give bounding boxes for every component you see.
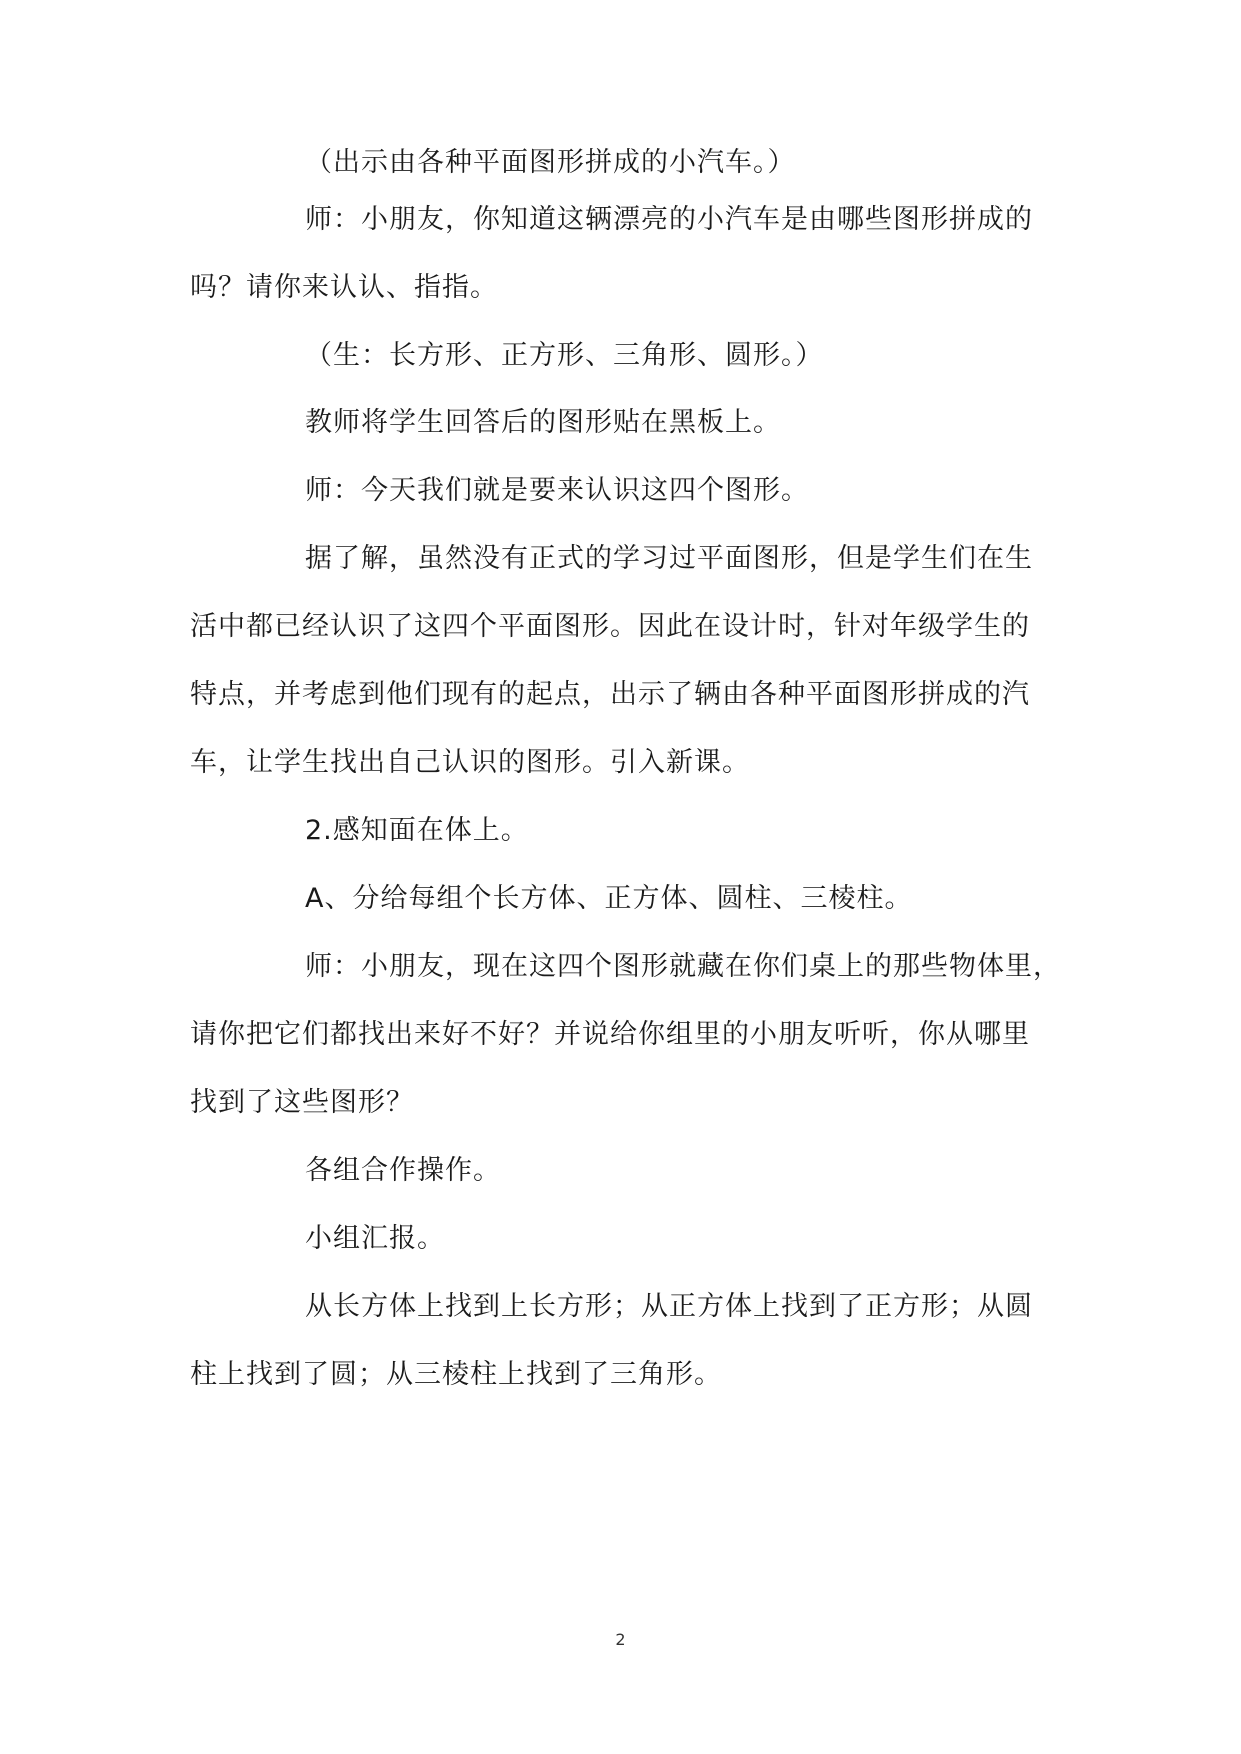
section-heading: 2.感知面在体上。 — [305, 815, 529, 846]
paragraph-line: 各组合作操作。 — [305, 1155, 501, 1186]
paragraph-line: 据了解，虽然没有正式的学习过平面图形，但是学生们在生 — [305, 543, 1033, 574]
paragraph-line: 师：小朋友，你知道这辆漂亮的小汽车是由哪些图形拼成的 — [305, 204, 1033, 235]
paragraph-line: 师：小朋友，现在这四个图形就藏在你们桌上的那些物体里， — [305, 951, 1061, 982]
paragraph-line: 特点，并考虑到他们现有的起点，出示了辆由各种平面图形拼成的汽 — [190, 679, 1030, 710]
paragraph-line: 小组汇报。 — [305, 1223, 445, 1254]
paragraph-line: 找到了这些图形？ — [190, 1087, 414, 1118]
paragraph-line: 请你把它们都找出来好不好？并说给你组里的小朋友听听，你从哪里 — [190, 1019, 1030, 1050]
paragraph-line: 活中都已经认识了这四个平面图形。因此在设计时，针对年级学生的 — [190, 611, 1030, 642]
paragraph-line: 吗？请你来认认、指指。 — [190, 272, 498, 303]
paragraph-line: 柱上找到了圆；从三棱柱上找到了三角形。 — [190, 1359, 722, 1390]
paragraph-line: （生：长方形、正方形、三角形、圆形。） — [305, 340, 824, 371]
paragraph-line: A、分给每组个长方体、正方体、圆柱、三棱柱。 — [305, 883, 913, 914]
paragraph-line: 从长方体上找到上长方形；从正方体上找到了正方形；从圆 — [305, 1291, 1033, 1322]
paragraph-line: （出示由各种平面图形拼成的小汽车。） — [305, 147, 796, 178]
paragraph-line: 师：今天我们就是要来认识这四个图形。 — [305, 475, 809, 506]
paragraph-line: 教师将学生回答后的图形贴在黑板上。 — [305, 407, 781, 438]
page-number: 2 — [615, 1630, 626, 1649]
paragraph-line: 车，让学生找出自己认识的图形。引入新课。 — [190, 747, 750, 778]
